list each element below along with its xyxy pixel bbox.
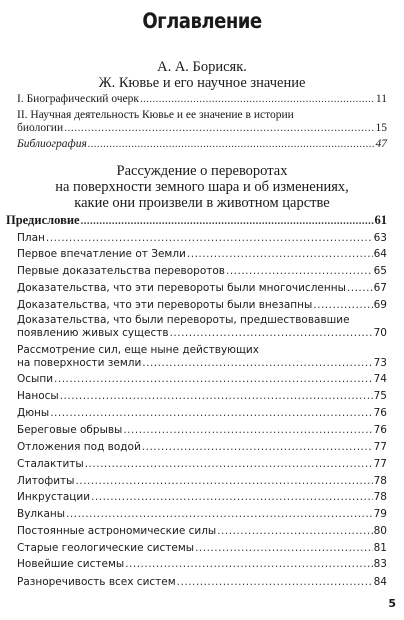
part2-heading: Рассуждение о переворотах на поверхности земного шара и об изменениях, какие они произвели в животном царстве [55,163,349,211]
toc-entry[interactable]: Доказательства, что эти перевороты были многочисленны ..... 67 [17,282,387,295]
toc-entry[interactable]: Первые доказательства переворотов ..... 65 [17,265,387,278]
toc-entry[interactable]: Литофиты ..... 78 [17,475,387,488]
toc-entry[interactable]: План ..... 63 [17,232,387,245]
toc-entry-preface[interactable]: Предисловие ..... 61 [6,214,387,228]
toc-entry-bibliography[interactable]: Библиография ..... 47 [17,138,387,151]
part1-heading [0,59,404,91]
toc-entry[interactable]: Рассмотрение сил, еще ныне действующих на поверхности земли ..... 73 [17,344,387,370]
toc-entry[interactable]: Осыпи ..... 74 [17,373,387,386]
toc-entry[interactable]: Инкрустации ..... 78 [17,491,387,504]
toc-entry[interactable]: Вулканы ..... 79 [17,508,387,521]
toc-entry[interactable]: I. Биографический очерк ..... 11 [17,93,387,106]
toc-entry[interactable]: Береговые обрывы ..... 76 [17,424,387,437]
toc-entry[interactable]: Доказательства, что эти перевороты были внезапны ..... 69 [17,299,387,312]
part1-title: Ж. Кювье и его научное значение [98,75,306,91]
toc-entry[interactable]: Постоянные астрономические силы ..... 80 [17,525,387,538]
toc-entry[interactable]: Доказательства, что были перевороты, предшествовавшие появлению живых существ ..... 70 [17,314,387,340]
toc-entry[interactable]: Дюны ..... 76 [17,407,387,420]
toc-entry[interactable]: Новейшие системы ..... 83 [17,558,387,571]
toc-entry[interactable]: II. Научная деятельность Кювье и ее значение в истории биологии ..... 15 [17,109,387,135]
toc-entry[interactable]: Первое впечатление от Земли ..... 64 [17,248,387,261]
page-number: 5 [388,597,396,610]
toc-entry[interactable]: Наносы ..... 75 [17,390,387,403]
part1-author: А. А. Борисяк. [157,59,247,75]
toc-entry[interactable]: Старые геологические системы ..... 81 [17,542,387,555]
page-title: Оглавление [142,9,262,33]
toc-entry[interactable]: Сталактиты ..... 77 [17,458,387,471]
toc-entry[interactable]: Разноречивость всех систем ..... 84 [17,576,387,589]
toc-entry[interactable]: Отложения под водой ..... 77 [17,441,387,454]
